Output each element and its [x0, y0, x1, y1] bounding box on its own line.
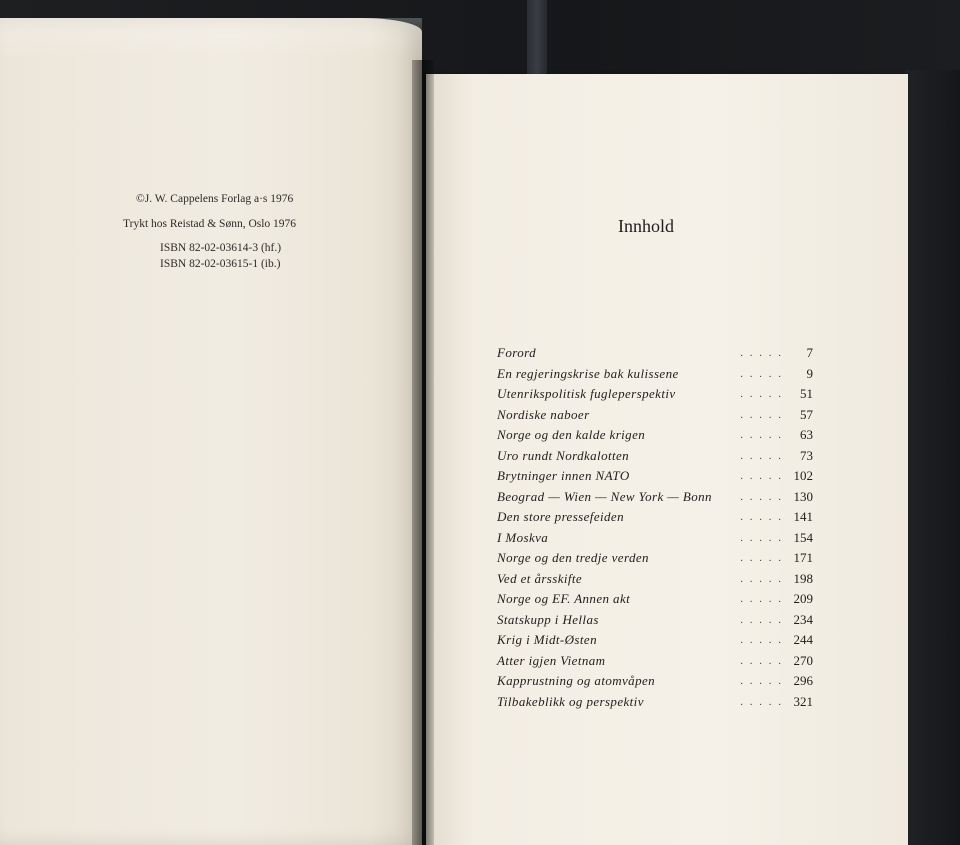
toc-leader-dots: . . . . . [740, 531, 783, 544]
toc-leader-dots: . . . . . [740, 675, 783, 687]
imprint-copyright: ©J. W. Cappelens Forlag a·s 1976 [136, 193, 294, 205]
toc-entry [497, 343, 813, 364]
toc-entry-page: 102 [793, 468, 813, 483]
toc-entry-page: 7 [806, 345, 813, 360]
toc-entry [497, 466, 813, 487]
toc-entry [497, 384, 813, 405]
toc-entry [497, 651, 813, 672]
toc-entry [497, 671, 813, 692]
imprint-isbn-ib: ISBN 82-02-03615-1 (ib.) [160, 258, 281, 270]
toc-entry [497, 507, 813, 528]
toc-entry [497, 569, 813, 590]
toc-entry [497, 487, 813, 508]
toc-entry-title: Nordiske naboer [497, 406, 590, 422]
toc-entry-page: 244 [793, 632, 813, 647]
toc-entry [497, 692, 813, 713]
imprint-isbn-hf: ISBN 82-02-03614-3 (hf.) [160, 242, 282, 254]
toc-entry-title: Den store pressefeiden [497, 509, 624, 524]
toc-leader-dots: . . . . . [740, 388, 783, 400]
toc-entry-page: 154 [793, 529, 813, 545]
toc-entry-title: En regjeringskrise bak kulissene [497, 365, 679, 381]
toc-entry-title: Norge og den tredje verden [497, 550, 649, 565]
toc-entry-title: Uro rundt Nordkalotten [497, 447, 630, 463]
book-cover-edge [905, 70, 960, 845]
toc-entry [497, 548, 813, 569]
toc-entry-title: Atter igjen Vietnam [497, 652, 606, 668]
toc-entry-page: 57 [800, 406, 813, 422]
book-gutter [412, 60, 434, 845]
toc-entry [497, 425, 813, 446]
toc-entry [497, 446, 813, 467]
toc-entry [497, 630, 813, 651]
toc-entry-title: Utenrikspolitisk fugleperspektiv [497, 386, 676, 401]
toc-entry-page: 171 [793, 550, 813, 565]
toc-entry [497, 528, 813, 549]
toc-entry-page: 270 [793, 652, 813, 668]
toc-entry-title: Norge og den kalde krigen [497, 427, 646, 442]
toc-leader-dots: . . . . . [740, 470, 783, 482]
toc-entry-page: 51 [800, 386, 813, 401]
toc-entry [497, 589, 813, 610]
toc-leader-dots: . . . . . [740, 429, 783, 441]
toc-leader-dots: . . . . . [740, 654, 783, 667]
toc-leader-dots: . . . . . [740, 511, 783, 523]
toc-entry-title: Kapprustning og atomvåpen [497, 673, 656, 688]
toc-leader-dots: . . . . . [740, 634, 783, 646]
toc-heading: Innhold [618, 216, 674, 236]
toc-leader-dots: . . . . . [740, 347, 783, 359]
toc-entry-title: Tilbakeblikk og perspektiv [497, 693, 644, 709]
toc-entry-page: 141 [793, 509, 813, 524]
toc-leader-dots: . . . . . [740, 695, 783, 708]
table-of-contents [497, 343, 813, 712]
toc-entry-page: 63 [800, 427, 813, 442]
toc-entry-page: 209 [793, 591, 813, 606]
toc-leader-dots: . . . . . [740, 367, 783, 380]
toc-entry-title: Ved et årsskifte [497, 570, 583, 586]
toc-entry-title: Brytninger innen NATO [497, 468, 630, 483]
toc-entry-page: 321 [793, 693, 813, 709]
toc-entry [497, 405, 813, 426]
toc-leader-dots: . . . . . [740, 613, 783, 626]
bookmark-ribbon [527, 0, 547, 80]
toc-entry-page: 234 [793, 611, 813, 627]
toc-entry-title: Krig i Midt-Østen [497, 632, 597, 647]
toc-entry-page: 296 [793, 673, 813, 688]
toc-entry-title: Statskupp i Hellas [497, 611, 599, 627]
toc-entry-title: Beograd — Wien — New York — Bonn [497, 488, 712, 504]
toc-entry-title: Forord [497, 345, 536, 360]
toc-entry [497, 364, 813, 385]
toc-entry-page: 9 [806, 365, 813, 381]
toc-leader-dots: . . . . . [740, 490, 783, 503]
toc-entry-title: I Moskva [497, 529, 549, 545]
toc-leader-dots: . . . . . [740, 408, 783, 421]
toc-leader-dots: . . . . . [740, 552, 783, 564]
toc-leader-dots: . . . . . [740, 449, 783, 462]
toc-entry [497, 610, 813, 631]
toc-entry-title: Norge og EF. Annen akt [497, 591, 631, 606]
toc-entry-page: 73 [800, 447, 813, 463]
imprint-printer: Trykt hos Reistad & Sønn, Oslo 1976 [123, 218, 297, 230]
toc-entry-page: 198 [793, 570, 813, 586]
left-page [0, 18, 422, 845]
toc-leader-dots: . . . . . [740, 593, 783, 605]
toc-entry-page: 130 [793, 488, 813, 504]
toc-leader-dots: . . . . . [740, 572, 783, 585]
